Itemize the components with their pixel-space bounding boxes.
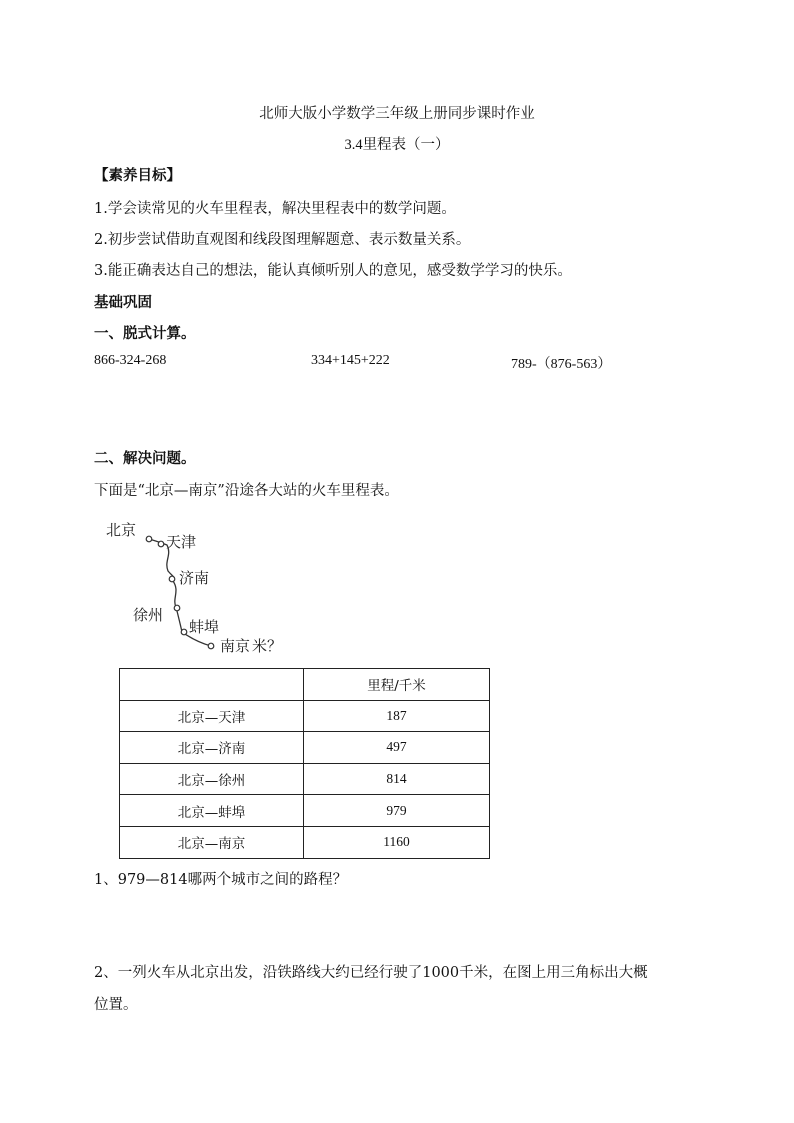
- station-dot-xuzhou: [174, 605, 180, 611]
- station-dot-bengbu: [181, 629, 187, 635]
- station-label-jinan: 济南: [179, 569, 210, 587]
- table-row: [120, 826, 490, 858]
- table-row: [120, 763, 490, 795]
- basics-heading: 基础巩固: [94, 294, 152, 311]
- section2-heading: 二、解决问题。: [94, 450, 196, 467]
- goal-item-1: 1.学会读常见的火车里程表，解决里程表中的数学问题。: [94, 201, 456, 217]
- railway-route-map: [100, 515, 300, 663]
- table-header-cell: 里程/千米: [304, 669, 490, 701]
- expression-1: 866-324-268: [94, 353, 167, 368]
- question-2-line-2: 位置。: [94, 997, 138, 1013]
- station-label-nanjing: 南京: [220, 637, 251, 655]
- table-header-row: [120, 669, 490, 701]
- station-label-bengbu: 蚌埠: [189, 618, 220, 636]
- route-cell: 北京—济南: [120, 732, 304, 764]
- distance-cell: 814: [304, 763, 490, 795]
- worksheet-title: 北师大版小学数学三年级上册同步课时作业: [259, 106, 535, 122]
- goal-item-3: 3.能正确表达自己的想法，能认真倾听别人的意见，感受数学学习的快乐。: [94, 263, 572, 279]
- distance-cell: 979: [304, 795, 490, 827]
- distance-cell: 187: [304, 700, 490, 732]
- expression-3: 789-（876-563）: [511, 357, 612, 372]
- expression-2: 334+145+222: [311, 353, 390, 368]
- lesson-subtitle: 3.4里程表（一）: [344, 137, 450, 153]
- question-2-line-1: 2、一列火车从北京出发，沿铁路线大约已经行驶了1000千米，在图上用三角标出大概: [94, 965, 648, 981]
- goal-item-2: 2.初步尝试借助直观图和线段图理解题意、表示数量关系。: [94, 232, 471, 248]
- distance-cell: 1160: [304, 826, 490, 858]
- route-cell: 北京—蚌埠: [120, 795, 304, 827]
- table-row: [120, 795, 490, 827]
- route-cell: 北京—南京: [120, 826, 304, 858]
- station-dot-jinan: [169, 576, 175, 582]
- station-label-beijing: 北京: [106, 521, 137, 539]
- station-dot-beijing: [146, 536, 152, 542]
- unknown-distance-label: 米？: [252, 637, 283, 655]
- section2-intro: 下面是“北京—南京”沿途各大站的火车里程表。: [94, 483, 399, 499]
- mileage-table: [119, 668, 490, 859]
- distance-cell: 497: [304, 732, 490, 764]
- goals-heading: 【素养目标】: [94, 167, 181, 184]
- table-row: [120, 700, 490, 732]
- route-cell: 北京—天津: [120, 700, 304, 732]
- station-label-xuzhou: 徐州: [133, 606, 164, 624]
- table-header-cell: [120, 669, 304, 701]
- station-dot-nanjing: [208, 643, 214, 649]
- station-dot-tianjin: [158, 541, 164, 547]
- table-row: [120, 732, 490, 764]
- section1-heading: 一、脱式计算。: [94, 325, 196, 342]
- question-1: 1、979—814哪两个城市之间的路程？: [94, 872, 348, 888]
- route-cell: 北京—徐州: [120, 763, 304, 795]
- station-label-tianjin: 天津: [166, 533, 197, 551]
